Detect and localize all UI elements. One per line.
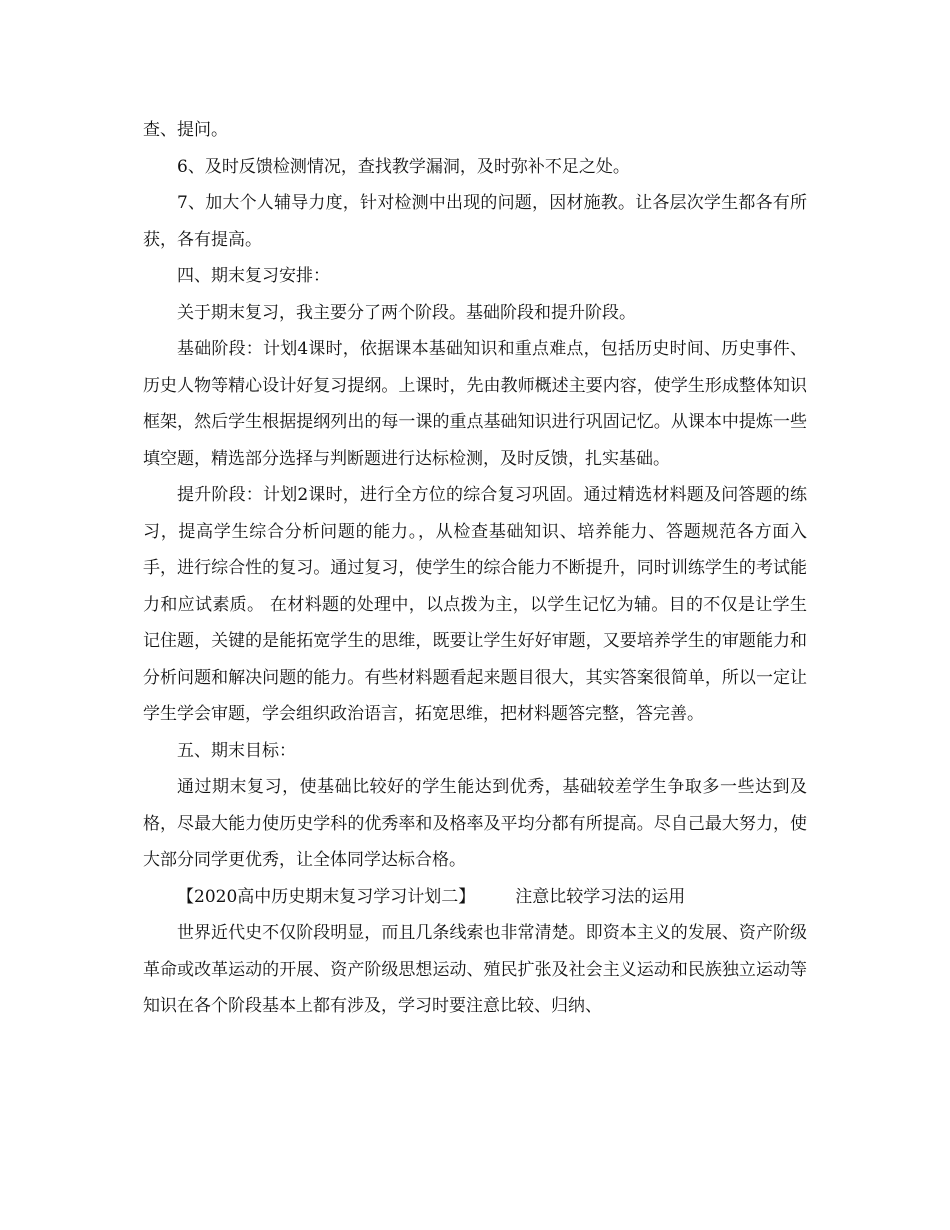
paragraph-basic-stage: 基础阶段：计划4课时，依据课本基础知识和重点难点，包括历史时间、历史事件、历史人物等精心设计好复习提纲。上课时，先由教师概述主要内容，使学生形成整体知识框架，然后学生根据提纲列出的每一课的重点基础知识进行巩固记忆。从课本中提炼一些填空题，精选部分选择与判断题进行达标检测，及时反馈，扎实基础。: [143, 339, 807, 469]
plan-two-subtitle: 注意比较学习法的运用: [515, 886, 686, 907]
paragraph-modern-history: 世界近代史不仅阶段明显，而且几条线索也非常清楚。即资本主义的发展、资产阶级革命或改革运动的开展、资产阶级思想运动、殖民扩张及社会主义运动和民族独立运动等知识在各个阶段基本上都有涉及，学习时要注意比较、归纳、: [143, 923, 807, 1016]
paragraph-item-6: 6、及时反馈检测情况，查找教学漏洞，及时弥补不足之处。: [177, 156, 630, 177]
paragraph-review-overview: 关于期末复习，我主要分了两个阶段。基础阶段和提升阶段。: [177, 302, 636, 323]
paragraph-advanced-stage: 提升阶段：计划2课时，进行全方位的综合复习巩固。通过精选材料题及问答题的练习，提高学生综合分析问题的能力。，从检查基础知识、培养能力、答题规范各方面入手，进行综合性的复习。通过复习，使学生的综合能力不断提升，同时训练学生的考试能力和应试素质。 在材料题的处理中，以点拨为主，以学生记忆为辅。目的不仅是让学生记住题，关键的是能拓宽学生的思维，既要让学生好好审题，又要培养学生的审题能力和分析问题和解决问题的能力。有些材料题看起来题目很大，其实答案很简单，所以一定让学生学会审题，学会组织政治语言，拓宽思维，把材料题答完整，答完善。: [143, 485, 807, 724]
section-title-plan-two: [143, 879, 807, 916]
paragraph-item-7: 7、加大个人辅导力度，针对检测中出现的问题，因材施教。让各层次学生都各有所获，各有提高。: [143, 193, 807, 250]
plan-two-title: 【2020高中历史期末复习学习计划二】: [177, 886, 476, 907]
document-body: [143, 112, 807, 1025]
paragraph-final-goal: 通过期末复习，使基础比较好的学生能达到优秀，基础较差学生争取多一些达到及格，尽最大能力使历史学科的优秀率和及格率及平均分都有所提高。尽自己最大努力，使大部分同学更优秀，让全体同学达标合格。: [143, 777, 807, 870]
section-heading-final-goal: 五、期末目标：: [177, 740, 296, 761]
section-heading-review-arrangement: 四、期末复习安排：: [177, 266, 330, 286]
paragraph-continuation: 查、提问。: [143, 120, 228, 140]
